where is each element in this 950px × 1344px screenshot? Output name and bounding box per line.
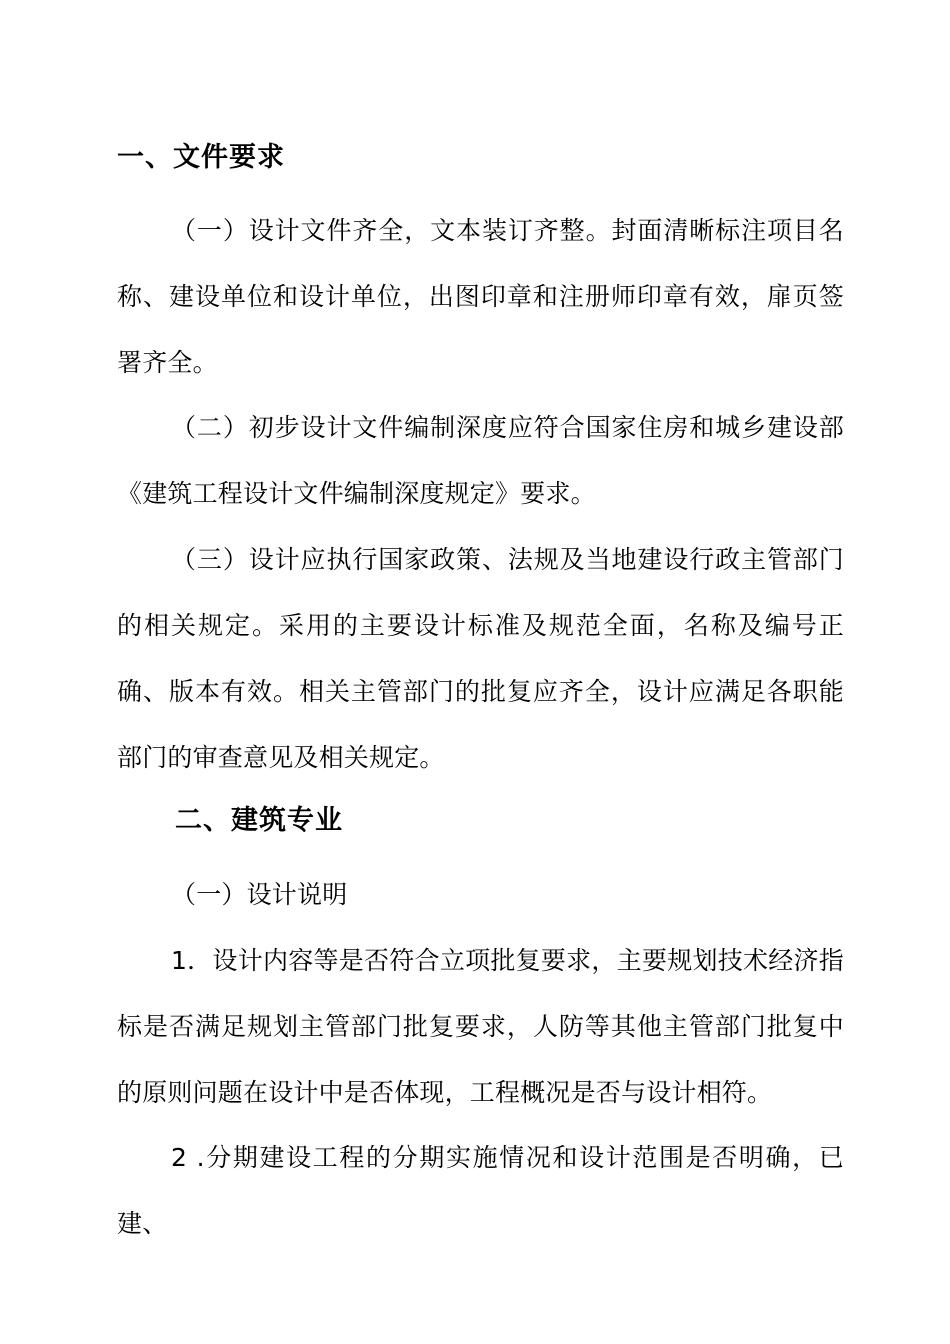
paragraph-1-2: （二）初步设计文件编制深度应符合国家住房和城乡建设部《建筑工程设计文件编制深度规定》要求。 <box>117 413 844 508</box>
paragraph-2-3: 2 .分期建设工程的分期实施情况和设计范围是否明确，已建、 <box>117 1143 844 1238</box>
paragraph-1-1: （一）设计文件齐全，文本装订齐整。封面清晰标注项目名称、建设单位和设计单位，出图印章和注册师印章有效，扉页签署齐全。 <box>117 216 844 377</box>
paragraph-2-2: 1．设计内容等是否符合立项批复要求，主要规划技术经济指标是否满足规划主管部门批复要求，人防等其他主管部门批复中的原则问题在设计中是否体现，工程概况是否与设计相符。 <box>117 946 844 1107</box>
section-heading-1: 一、文件要求 <box>117 142 285 173</box>
section-heading-2: 二、建筑专业 <box>175 805 343 836</box>
paragraph-1-3: （三）设计应执行国家政策、法规及当地建设行政主管部门的相关规定。采用的主要设计标准及规范全面，名称及编号正确、版本有效。相关主管部门的批复应齐全，设计应满足各职能部门的审查意见及相关规定。 <box>117 545 844 772</box>
paragraph-2-1: （一）设计说明 <box>171 880 348 909</box>
